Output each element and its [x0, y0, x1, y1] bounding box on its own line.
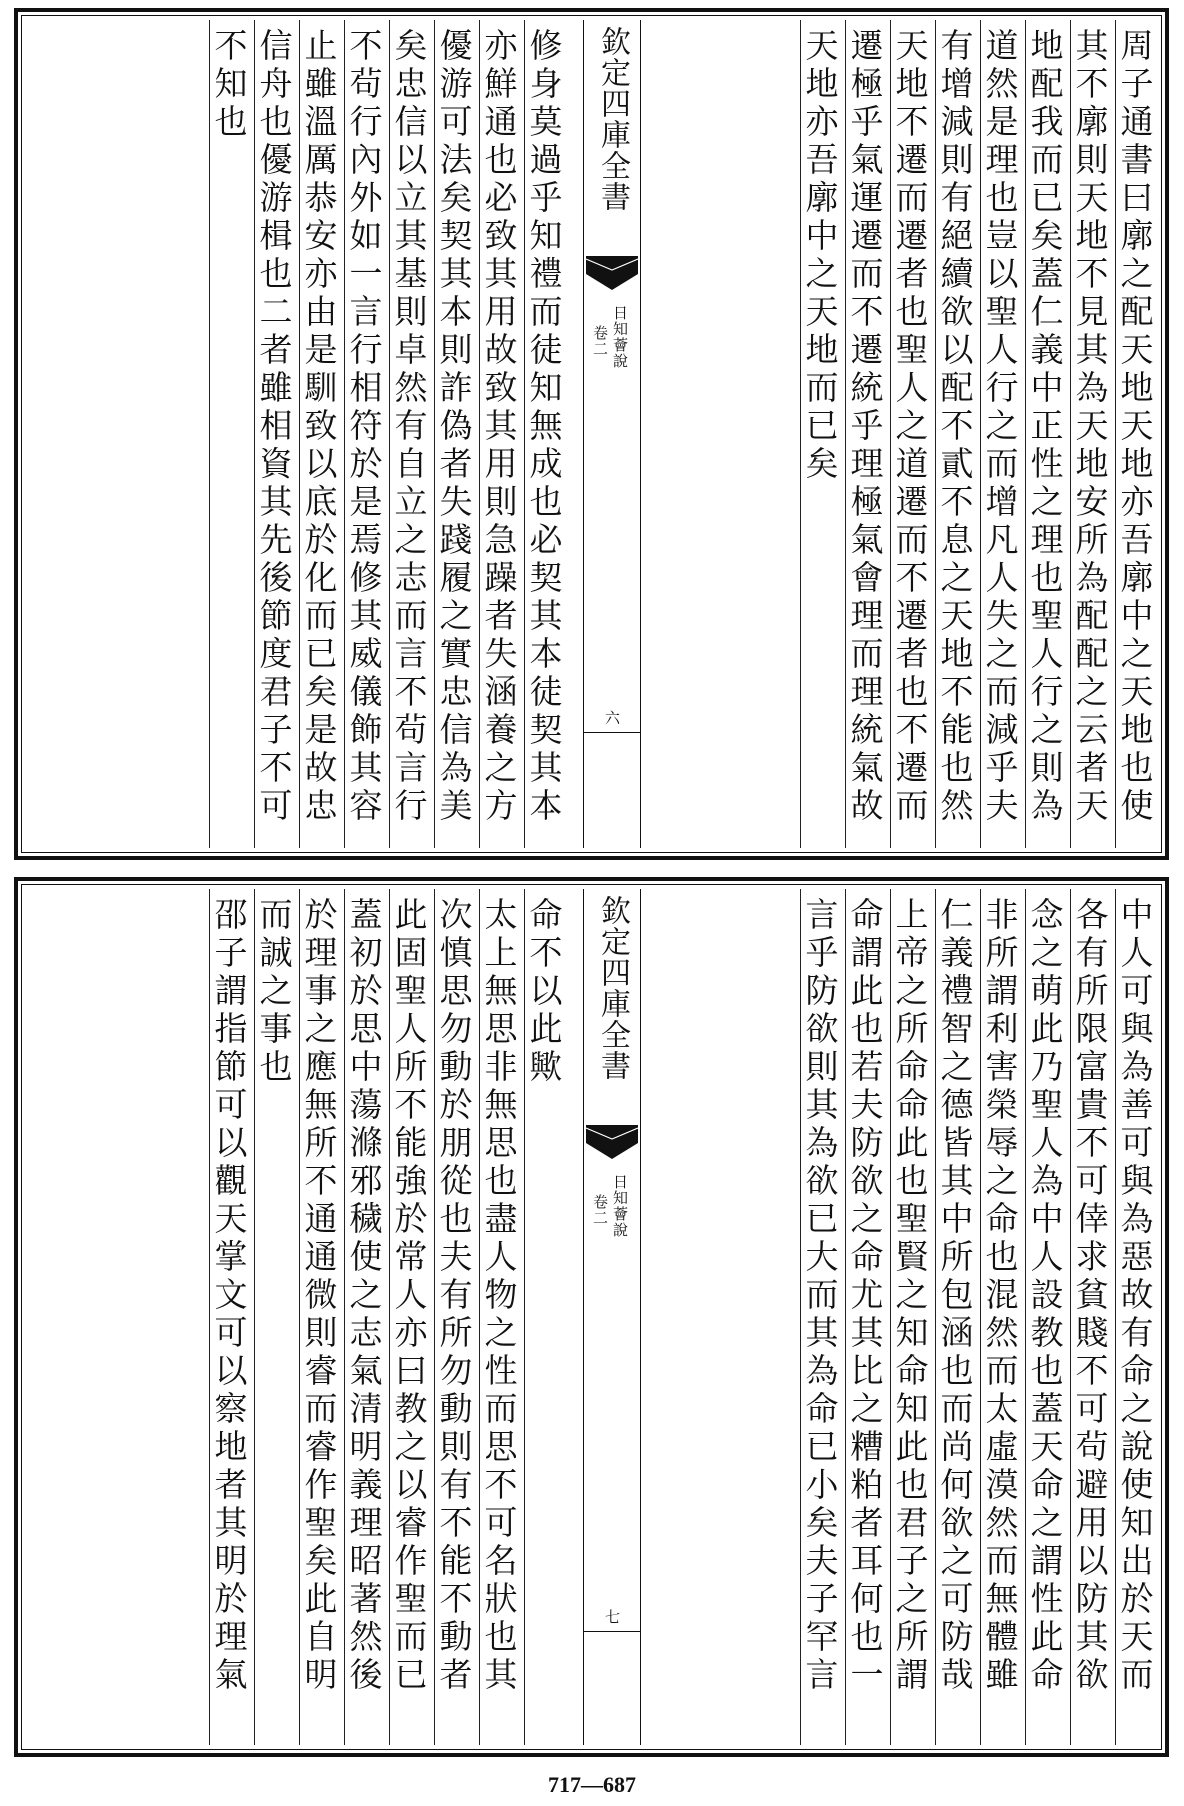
left-half-text [26, 20, 566, 848]
text-column: 有增減則有絕續欲以配不貳不息之天地不能也然 [935, 20, 975, 848]
text-column: 修身莫過乎知禮而徒知無成也必契其本徒契其本 [524, 20, 564, 848]
text-column: 止雖溫厲恭安亦由是馴致以底於化而已矣是故忠 [299, 20, 339, 848]
book-title: 欽定四庫全書 [595, 26, 630, 212]
strip-rule [584, 732, 640, 733]
fish-tail-icon [586, 1125, 638, 1159]
text-column: 不茍行內外如一言行相符於是焉修其威儀飾其容 [344, 20, 384, 848]
volume-number: 卷二 [591, 325, 609, 357]
bottom-page [14, 877, 1169, 1757]
text-column: 次慎思勿動於朋從也夫有所勿動則有不能不動者 [434, 889, 474, 1745]
text-column: 而誠之事也 [254, 889, 294, 1745]
book-title: 欽定四庫全書 [595, 895, 630, 1081]
text-column: 於理事之應無所不通通微則睿而睿作聖矣此自明 [299, 889, 339, 1745]
text-column: 命謂此也若夫防欲之命尤其比之糟粕者耳何也一 [845, 889, 885, 1745]
top-page [14, 8, 1169, 860]
text-column: 中人可與為善可與為惡故有命之說使知出於天而 [1115, 889, 1155, 1745]
text-column: 仁義禮智之德皆其中所包涵也而尚何欲之可防哉 [935, 889, 975, 1745]
text-column: 其不廓則天地不見其為天地安所為配配之云者天 [1070, 20, 1110, 848]
text-column: 亦鮮通也必致其用故致其用則急躁者失涵養之方 [479, 20, 519, 848]
volume-name: 日知薈說 [611, 305, 629, 369]
text-column: 遷極乎氣運遷而不遷統乎理極氣會理而理統氣故 [845, 20, 885, 848]
center-strip [583, 20, 641, 848]
page-footer-number: 717—687 [548, 1772, 636, 1797]
page-number: 七 [603, 1609, 621, 1624]
text-column: 地配我而已矣蓋仁義中正性之理也聖人行之則為 [1025, 20, 1065, 848]
volume-number: 卷二 [591, 1194, 609, 1226]
strip-rule [584, 1631, 640, 1632]
text-column: 天地不遷而遷者也聖人之道遷而不遷者也不遷而 [890, 20, 930, 848]
text-column: 優游可法矣契其本則詐偽者失踐履之實忠信為美 [434, 20, 474, 848]
text-column: 蓋初於思中蕩滌邪穢使之志氣清明義理昭著然後 [344, 889, 384, 1745]
text-column: 命不以此歟 [524, 889, 564, 1745]
text-column: 上帝之所命命此也聖賢之知命知此也君子之所謂 [890, 889, 930, 1745]
text-column: 信舟也優游楫也二者雖相資其先後節度君子不可 [254, 20, 294, 848]
right-half-text [589, 20, 1157, 848]
text-column: 不知也 [209, 20, 249, 848]
text-column: 念之萌此乃聖人為中人設教也蓋天命之謂性此命 [1025, 889, 1065, 1745]
text-column: 周子通書曰廓之配天地天地亦吾廓中之天地也使 [1115, 20, 1155, 848]
text-column: 言乎防欲則其為欲已大而其為命已小矣夫子罕言 [800, 889, 840, 1745]
text-column: 各有所限富貴不可倖求貧賤不可茍避用以防其欲 [1070, 889, 1110, 1745]
right-half-text [589, 889, 1157, 1745]
text-column: 邵子謂指節可以觀天掌文可以察地者其明於理氣 [209, 889, 249, 1745]
fish-tail-icon [586, 256, 638, 290]
text-column: 矣忠信以立其基則卓然有自立之志而言不茍言行 [389, 20, 429, 848]
text-column: 天地亦吾廓中之天地而已矣 [800, 20, 840, 848]
left-half-text [26, 889, 566, 1745]
text-column: 太上無思非無思也盡人物之性而思不可名狀也其 [479, 889, 519, 1745]
text-column: 此固聖人所不能強於常人亦曰教之以睿作聖而已 [389, 889, 429, 1745]
volume-name: 日知薈說 [611, 1174, 629, 1238]
center-strip [583, 889, 641, 1745]
text-column: 道然是理也豈以聖人行之而增凡人失之而減乎夫 [980, 20, 1020, 848]
text-column: 非所謂利害榮辱之命也混然而太虛漠然而無體雖 [980, 889, 1020, 1745]
page-number: 六 [603, 710, 621, 725]
